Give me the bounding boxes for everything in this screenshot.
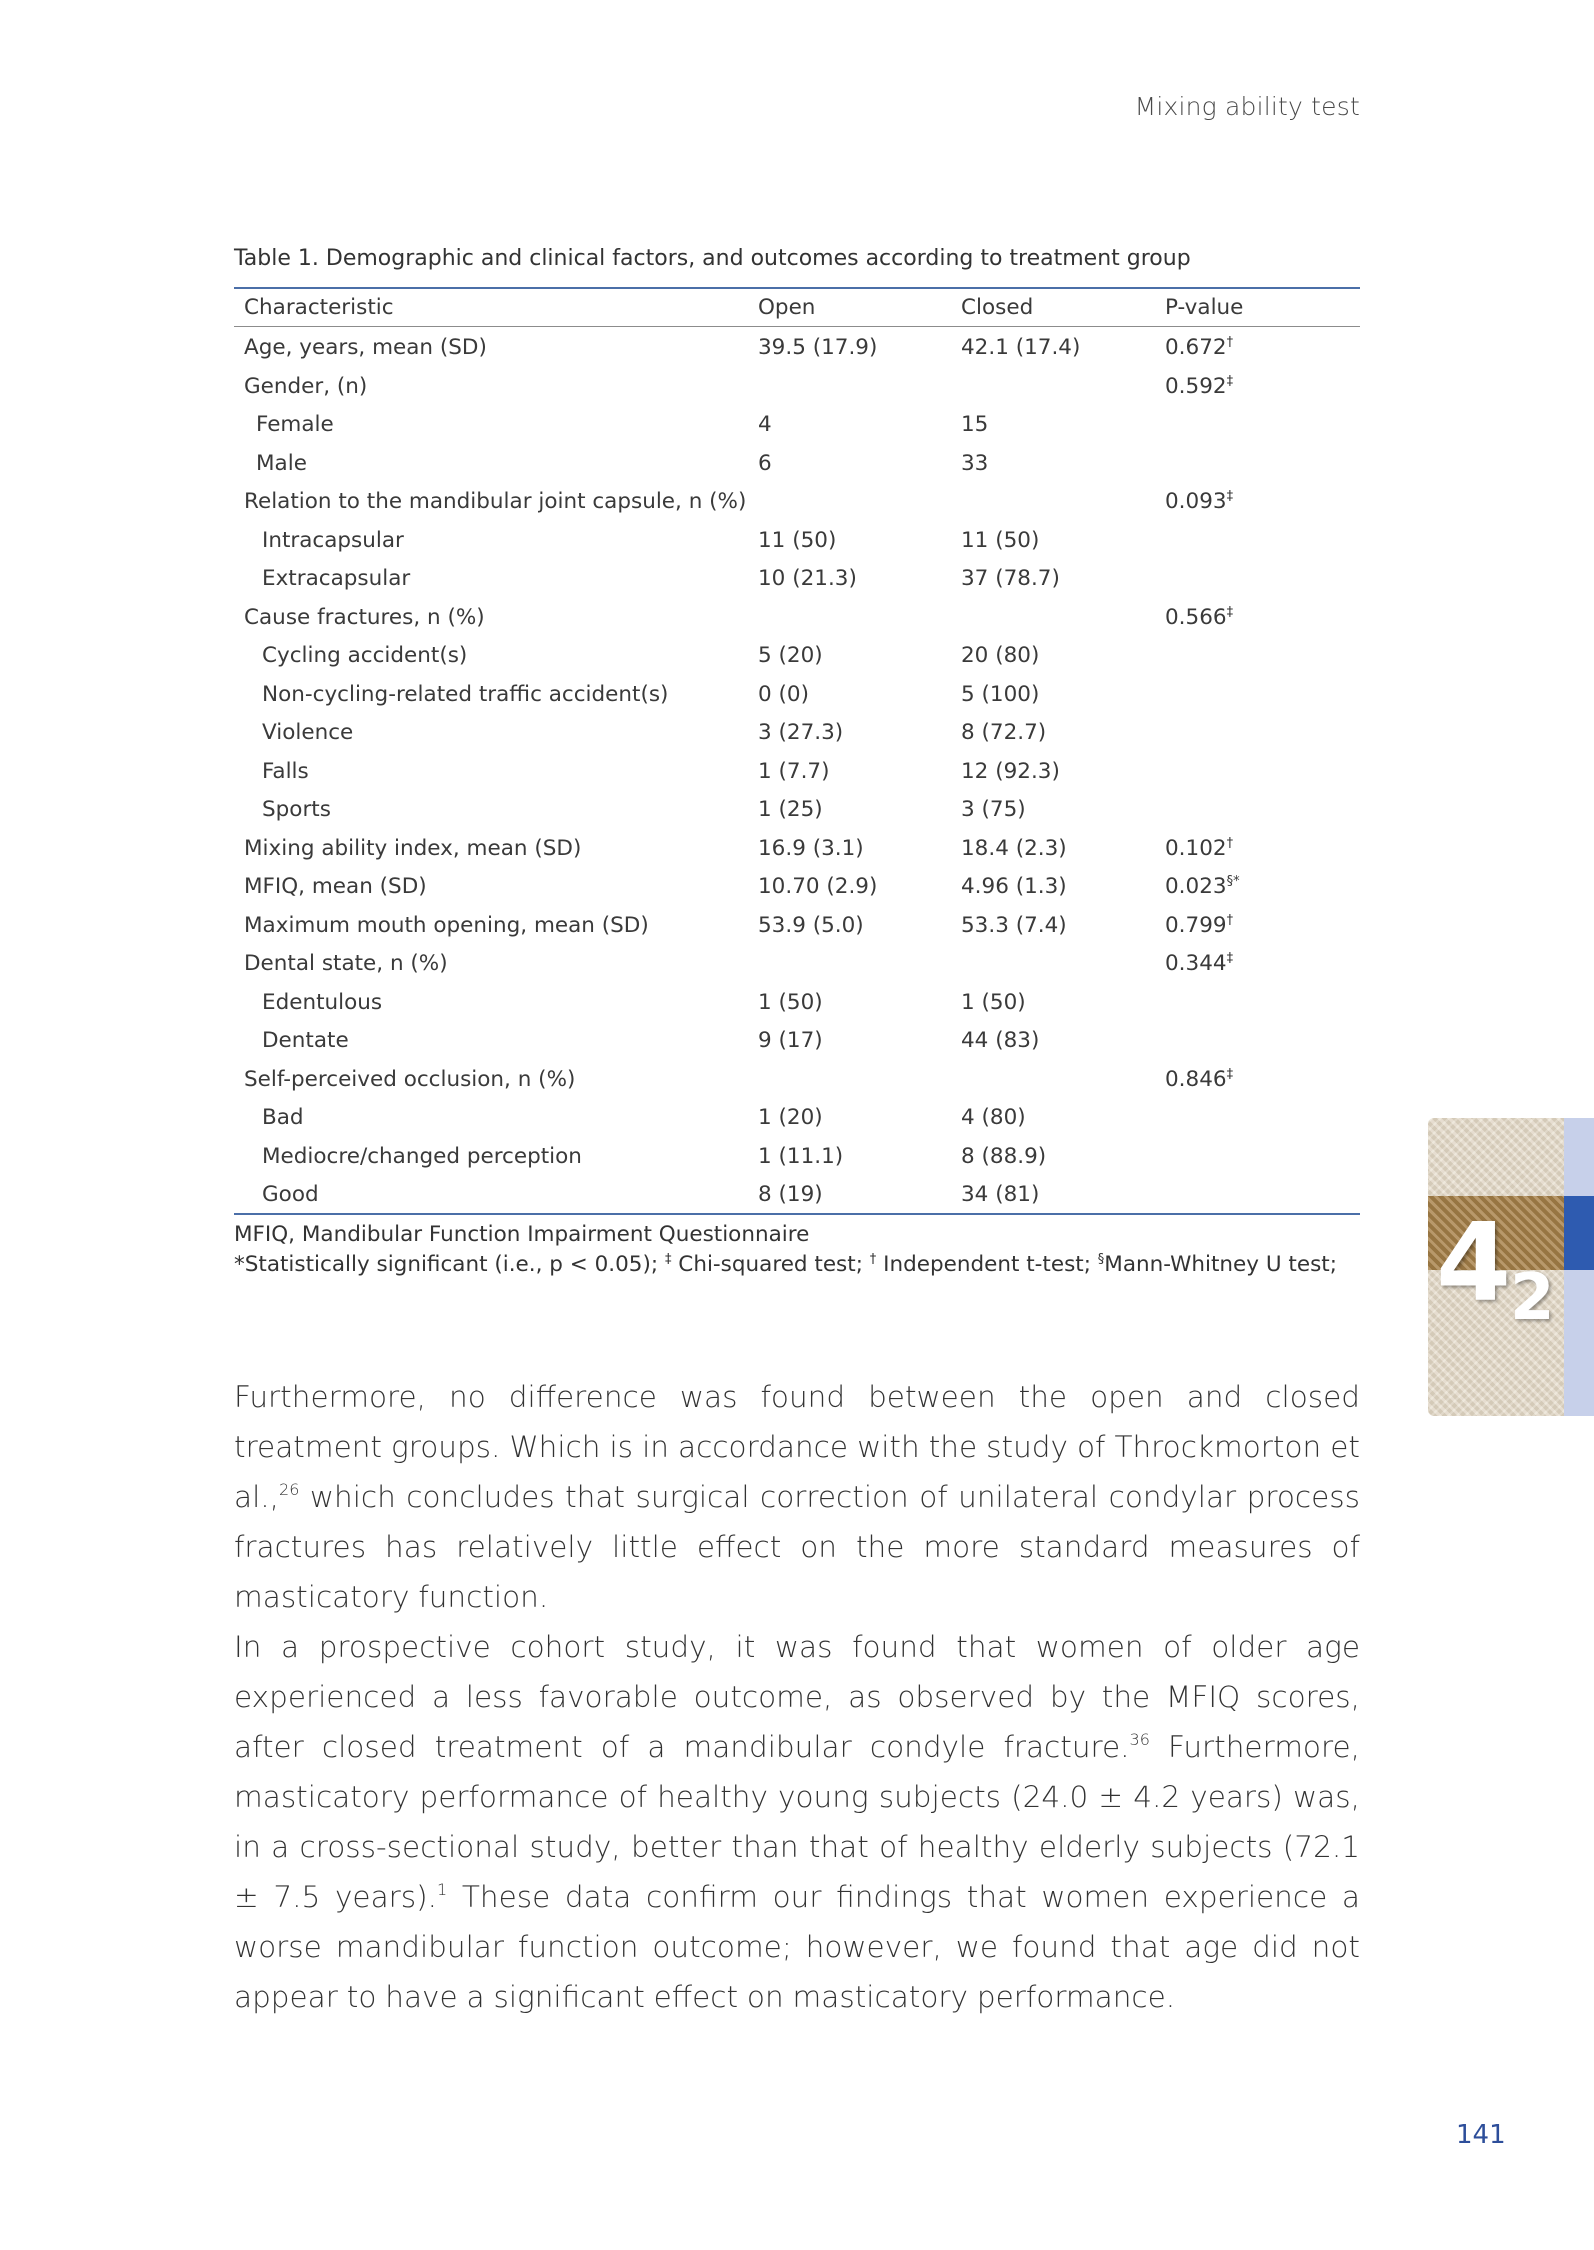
table-row (234, 366, 1360, 405)
demographics-table (234, 287, 1360, 1215)
cell-closed: 18.4 (2.3) (961, 835, 1067, 861)
cell-closed: 34 (81) (961, 1182, 1040, 1207)
p-value-test-mark: ‡ (1226, 489, 1234, 504)
cell-p-value: 0.592‡ (1165, 373, 1234, 399)
cell-characteristic: Intracapsular (262, 527, 404, 553)
p-value-test-mark: † (1226, 835, 1234, 851)
cell-closed: 44 (83) (961, 1028, 1040, 1053)
cell-characteristic: Falls (262, 758, 309, 784)
cell-characteristic: Male (256, 450, 307, 476)
page-number: 141 (1456, 2120, 1506, 2150)
cell-characteristic: Non-cycling-related traffic accident(s) (262, 681, 669, 707)
cell-characteristic: Violence (262, 720, 354, 745)
table-row (234, 982, 1360, 1021)
cell-characteristic: Self-perceived occlusion, n (%) (244, 1066, 576, 1092)
p-value-test-mark: ‡ (1226, 1066, 1234, 1082)
cell-open: 9 (17) (758, 1028, 823, 1053)
cell-closed: 33 (961, 450, 989, 476)
cell-characteristic: Age, years, mean (SD) (244, 335, 487, 360)
cell-open: 10.70 (2.9) (758, 874, 878, 899)
cell-open: 6 (758, 450, 772, 476)
table-row (234, 481, 1360, 520)
table-row (234, 635, 1360, 674)
chapter-tab (1428, 1118, 1594, 1416)
cell-open: 1 (11.1) (758, 1143, 844, 1169)
cell-open: 1 (25) (758, 797, 823, 822)
cell-p-value: 0.102† (1165, 835, 1234, 861)
cell-characteristic: Edentulous (262, 989, 383, 1015)
table-row (234, 1020, 1360, 1059)
cell-open: 16.9 (3.1) (758, 835, 864, 861)
table-row (234, 327, 1360, 366)
cell-characteristic: Sports (262, 797, 331, 822)
cell-p-value: 0.846‡ (1165, 1066, 1234, 1092)
cell-open: 1 (7.7) (758, 758, 830, 784)
cell-open: 11 (50) (758, 527, 837, 553)
cell-closed: 4.96 (1.3) (961, 874, 1067, 899)
cell-closed: 12 (92.3) (961, 758, 1060, 784)
table-row (234, 905, 1360, 944)
cell-closed: 8 (72.7) (961, 720, 1047, 745)
cell-open: 1 (20) (758, 1105, 823, 1130)
citation-ref: 1 (437, 1880, 448, 1899)
header-open: Open (758, 295, 816, 320)
cell-p-value: 0.093‡ (1165, 489, 1234, 514)
cell-characteristic: MFIQ, mean (SD) (244, 874, 427, 899)
cell-open: 3 (27.3) (758, 720, 844, 745)
cell-p-value: 0.672† (1165, 335, 1234, 360)
table-row (234, 1097, 1360, 1136)
table-row (234, 866, 1360, 905)
cell-open: 1 (50) (758, 989, 823, 1015)
cell-p-value: 0.023§* (1165, 874, 1240, 899)
table-row (234, 712, 1360, 751)
table-row (234, 520, 1360, 559)
table-row (234, 558, 1360, 597)
p-value-test-mark: † (1226, 335, 1234, 350)
citation-ref: 26 (279, 1480, 300, 1499)
cell-open: 5 (20) (758, 643, 823, 668)
table-caption-label: Table 1. (234, 246, 319, 271)
body-paragraph-1: Furthermore, no difference was found between the open and closed treatment groups. Which is in accordance with the study of Throckmorton et al.,$^{26}$ which concludes that surgical correction of unilateral condylar process fractures has relatively little effect on the more standard measures of masticatory function. (234, 1380, 1360, 1614)
cell-characteristic: Cycling accident(s) (262, 643, 468, 668)
p-value-test-mark: ‡ (1226, 373, 1234, 389)
cell-open: 39.5 (17.9) (758, 335, 878, 360)
cell-open: 8 (19) (758, 1182, 823, 1207)
header-closed: Closed (961, 295, 1034, 320)
cell-characteristic: Mediocre/changed perception (262, 1143, 582, 1169)
table-row (234, 674, 1360, 713)
citation-ref: 36 (1129, 1730, 1150, 1749)
table-header-row (234, 289, 1360, 327)
header-characteristic: Characteristic (244, 295, 394, 320)
table-row (234, 1136, 1360, 1175)
cell-closed: 42.1 (17.4) (961, 335, 1081, 360)
table-row (234, 597, 1360, 636)
table-row (234, 443, 1360, 482)
table-caption (234, 244, 1360, 274)
table-row (234, 1174, 1360, 1213)
p-value-test-mark: ‡ (1226, 951, 1234, 966)
cell-closed: 53.3 (7.4) (961, 912, 1067, 938)
cell-characteristic: Extracapsular (262, 566, 411, 591)
table-row (234, 404, 1360, 443)
table-row (234, 1059, 1360, 1098)
header-p-value: P-value (1165, 295, 1244, 320)
cell-p-value: 0.799† (1165, 912, 1234, 938)
cell-characteristic: Gender, (n) (244, 373, 368, 399)
p-value-test-mark: §* (1226, 874, 1240, 889)
cell-closed: 1 (50) (961, 989, 1026, 1015)
cell-closed: 37 (78.7) (961, 566, 1060, 591)
chapter-subnumber: 2 (1510, 1261, 1555, 1335)
cell-open: 53.9 (5.0) (758, 912, 864, 938)
body-paragraph-2: In a prospective cohort study, it was found that women of older age experienced a less favorable outcome, as observed by the MFIQ scores, after closed treatment of a mandibular condyle fracture.$^{36}$ Furthermore, masticatory performance of healthy young subjects (24.0 ± 4.2 years) was, in a cross-sectional study, better than that of healthy elderly subjects (72.1 ± 7.5 years).$^1$ These data confirm our findings that women experience a worse mandibular function outcome; however, we found that age did not appear to have a significant effect on masticatory performance. (234, 1630, 1360, 2014)
cell-open: 10 (21.3) (758, 566, 857, 591)
cell-closed: 11 (50) (961, 527, 1040, 553)
footnote-statistics: *Statistically significant (i.e., p < 0.05); ‡ Chi-squared test; † Independent t-test; §Mann-Whitney U test; (234, 1252, 1337, 1277)
cell-closed: 5 (100) (961, 681, 1040, 707)
cell-characteristic: Dental state, n (%) (244, 951, 448, 976)
cell-characteristic: Dentate (262, 1028, 349, 1053)
cell-characteristic: Mixing ability index, mean (SD) (244, 835, 582, 861)
p-value-test-mark: † (1226, 912, 1234, 928)
cell-open: 0 (0) (758, 681, 809, 707)
cell-closed: 8 (88.9) (961, 1143, 1047, 1169)
cell-characteristic: Relation to the mandibular joint capsule, n (%) (244, 489, 747, 514)
cell-closed: 4 (80) (961, 1105, 1026, 1130)
running-head: Mixing ability test (1134, 92, 1360, 121)
footnote-abbreviation: MFIQ, Mandibular Function Impairment Questionnaire (234, 1222, 810, 1247)
cell-open: 4 (758, 412, 772, 437)
table-row (234, 943, 1360, 982)
cell-p-value: 0.566‡ (1165, 604, 1234, 630)
chapter-tab-accent (1564, 1196, 1594, 1270)
cell-characteristic: Maximum mouth opening, mean (SD) (244, 912, 649, 938)
cell-closed: 15 (961, 412, 989, 437)
cell-characteristic: Good (262, 1182, 319, 1207)
cell-characteristic: Bad (262, 1105, 304, 1130)
chapter-number: 4 (1436, 1201, 1512, 1326)
table-caption-text: Demographic and clinical factors, and outcomes according to treatment group (325, 246, 1191, 271)
table-row (234, 828, 1360, 867)
cell-p-value: 0.344‡ (1165, 951, 1234, 976)
cell-characteristic: Cause fractures, n (%) (244, 604, 485, 630)
cell-closed: 20 (80) (961, 643, 1040, 668)
cell-characteristic: Female (256, 412, 334, 437)
p-value-test-mark: ‡ (1226, 604, 1234, 620)
table-row (234, 751, 1360, 790)
table-row (234, 789, 1360, 828)
cell-closed: 3 (75) (961, 797, 1026, 822)
table-body (234, 327, 1360, 1213)
